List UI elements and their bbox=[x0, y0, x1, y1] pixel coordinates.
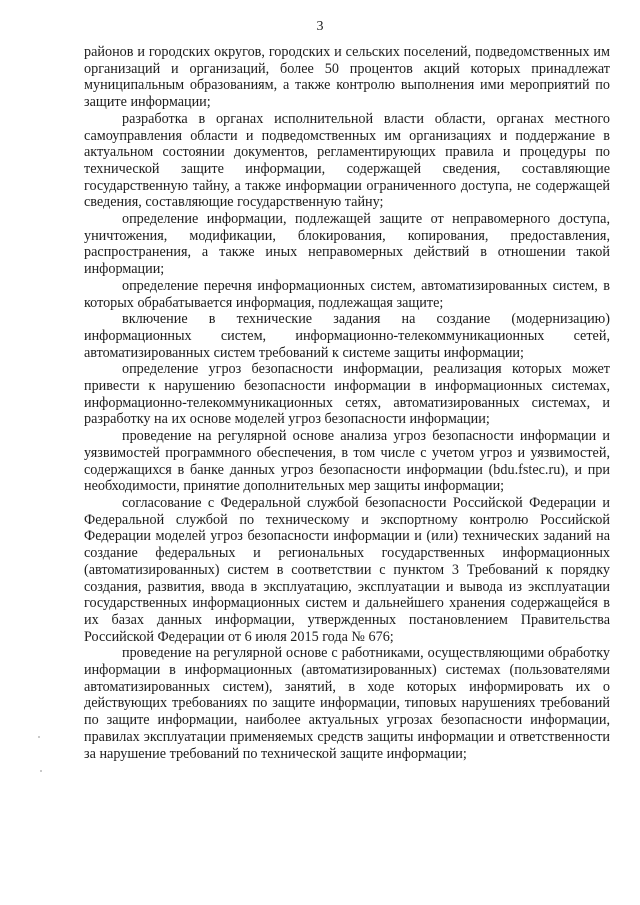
paragraph-threat-definition: определение угроз безопасности информации, реализация которых может привести к нарушению безопасности информации в информационных системах, информационно-телекоммуникационных сетях, автоматизированных системах, и разработку на их основе моделей угроз безопасности информации; bbox=[84, 361, 610, 428]
paragraph-staff-training: проведение на регулярной основе с работниками, осуществляющими обработку информации в информационных (автоматизированных) системах (пользователями автоматизированных систем), занятий, в ходе которых информировать их о действующих требованиях по защите информации, типовых нарушениях требований по защите информации, наиболее актуальных угрозах безопасности информации, правилах эксплуатации применяемых средств защиты информации и ответственности за нарушение требований по технической защите информации; bbox=[84, 645, 610, 762]
paragraph-technical-requirements: включение в технические задания на создание (модернизацию) информационных систем, информационно-телекоммуникационных сетей, автоматизированных систем требований к системе защиты информации; bbox=[84, 311, 610, 361]
document-body bbox=[84, 44, 610, 762]
scan-mark bbox=[38, 736, 40, 738]
page-number: 3 bbox=[316, 19, 324, 34]
paragraph-threat-analysis: проведение на регулярной основе анализа угроз безопасности информации и уязвимостей программного обеспечения, в том числе с учетом угроз и уязвимостей, содержащихся в банке данных угроз безопасности информации (bdu.fstec.ru), и при необходимости, принятие дополнительных мер защиты информации; bbox=[84, 428, 610, 495]
paragraph-model-approval: согласование с Федеральной службой безопасности Российской Федерации и Федеральной службой по техническому и экспортному контролю Российской Федерации моделей угроз безопасности информации и (или) технических заданий на создание федеральных и региональных государственных информационных (автоматизированных) систем в соответствии с пунктом 3 Требований к порядку создания, развития, ввода в эксплуатацию, эксплуатации и вывода из эксплуатации государственных информационных систем и дальнейшего хранения содержащейся в их базах данных информации, утвержденных постановлением Правительства Российской Федерации от 6 июля 2015 года № 676; bbox=[84, 494, 610, 645]
paragraph-documents-development: разработка в органах исполнительной власти области, органах местного самоуправления области и подведомственных им организациях и поддержание в актуальном состоянии документов, регламентирующих правила и процедуры по технической защите информации, содержащей сведения, составляющие государственную тайну, а также информации ограниченного доступа, не содержащей сведения, составляющие государственную тайну; bbox=[84, 110, 610, 211]
paragraph-information-definition: определение информации, подлежащей защите от неправомерного доступа, уничтожения, модификации, блокирования, копирования, предоставления, распространения, а также иных неправомерных действий в отношении такой информации; bbox=[84, 211, 610, 278]
paragraph-systems-list: определение перечня информационных систем, автоматизированных систем, в которых обрабатывается информация, подлежащая защите; bbox=[84, 277, 610, 311]
scan-mark bbox=[40, 770, 42, 772]
paragraph-continuation: районов и городских округов, городских и сельских поселений, подведомственных им организаций и организаций, более 50 процентов акций которых принадлежат муниципальным образованиям, а также контролю выполнения ими мероприятий по защите информации; bbox=[84, 44, 610, 111]
